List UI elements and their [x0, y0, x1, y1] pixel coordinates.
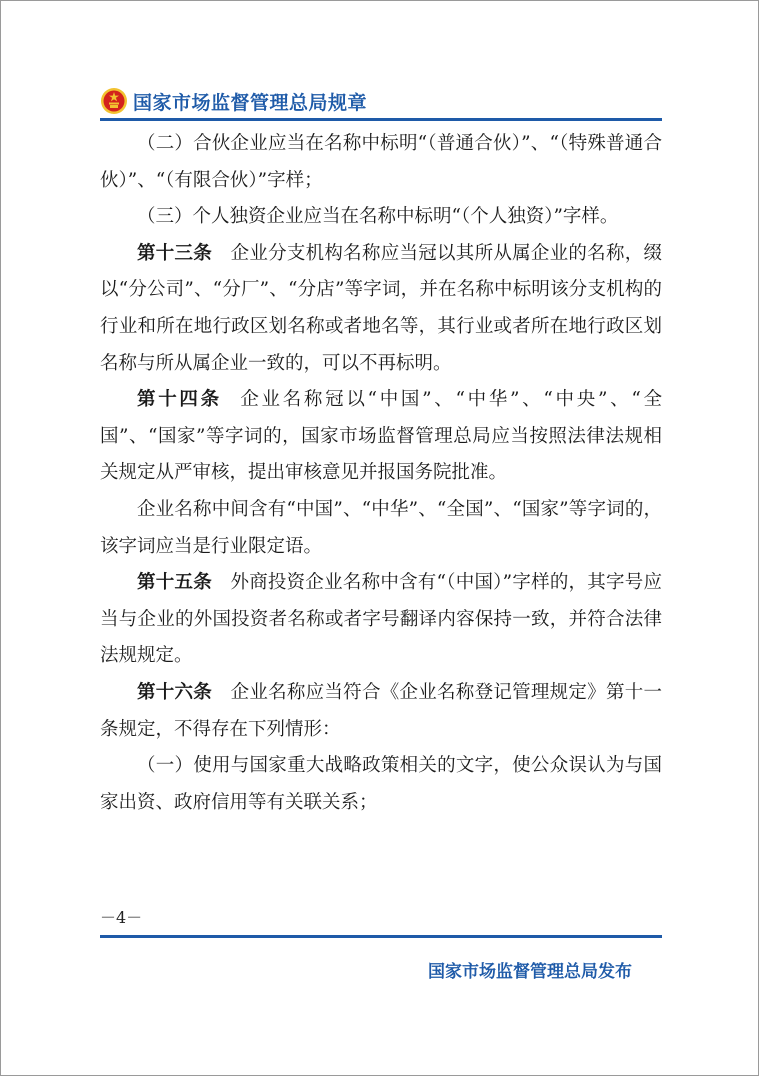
article-number: 第十五条: [137, 572, 212, 594]
document-body: [100, 126, 662, 821]
paragraph-text: 企业分支机构名称应当冠以其所从属企业的名称，缀以“分公司”、“分厂”、“分店”等字词，并在名称中标明该分支机构的行业和所在地行政区划名称或者地名等，其行业或者所在地行政区划名称与所从属企业一致的，可以不再标明。: [100, 242, 662, 374]
paragraph-text: 企业名称冠以“中国”、“中华”、“中央”、“全国”、“国家”等字词的，国家市场监督管理总局应当按照法律法规相关规定从严审核，提出审核意见并报国务院批准。: [100, 389, 662, 484]
header-title: 国家市场监督管理总局规章: [133, 91, 368, 114]
article-16: [100, 675, 662, 748]
paragraph-text: （二）合伙企业应当在名称中标明“（普通合伙）”、“（特殊普通合伙）”、“（有限合伙）”字样；: [100, 133, 662, 191]
header-rule: [100, 118, 662, 121]
article-number: 第十三条: [137, 242, 213, 264]
paragraph-text: 企业名称应当符合《企业名称登记管理规定》第十一条规定，不得存在下列情形：: [100, 681, 662, 740]
footer-rule: [100, 935, 662, 938]
paragraph: [100, 492, 662, 565]
paragraph: [100, 748, 662, 821]
page-number: －4－: [100, 908, 143, 927]
article-14: [100, 382, 662, 492]
article-15: [100, 565, 662, 675]
document-header: [100, 84, 367, 118]
paragraph-text: 外商投资企业名称中含有“（中国）”字样的，其字号应当与企业的外国投资者名称或者字号翻译内容保持一致，并符合法律法规规定。: [100, 572, 662, 667]
paragraph-text: 企业名称中间含有“中国”、“中华”、“全国”、“国家”等字词的，该字词应当是行业限定语。: [100, 498, 662, 557]
paragraph: [100, 199, 662, 236]
footer-publisher: 国家市场监督管理总局发布: [428, 962, 632, 982]
article-number: 第十四条: [137, 389, 222, 411]
paragraph-text: （三）个人独资企业应当在名称中标明“（个人独资）”字样。: [137, 206, 619, 228]
national-emblem-icon: [100, 87, 128, 115]
paragraph-text: （一）使用与国家重大战略政策相关的文字，使公众误认为与国家出资、政府信用等有关联关系；: [100, 755, 662, 813]
article-number: 第十六条: [137, 681, 213, 703]
paragraph: [100, 126, 662, 199]
article-13: [100, 236, 662, 382]
